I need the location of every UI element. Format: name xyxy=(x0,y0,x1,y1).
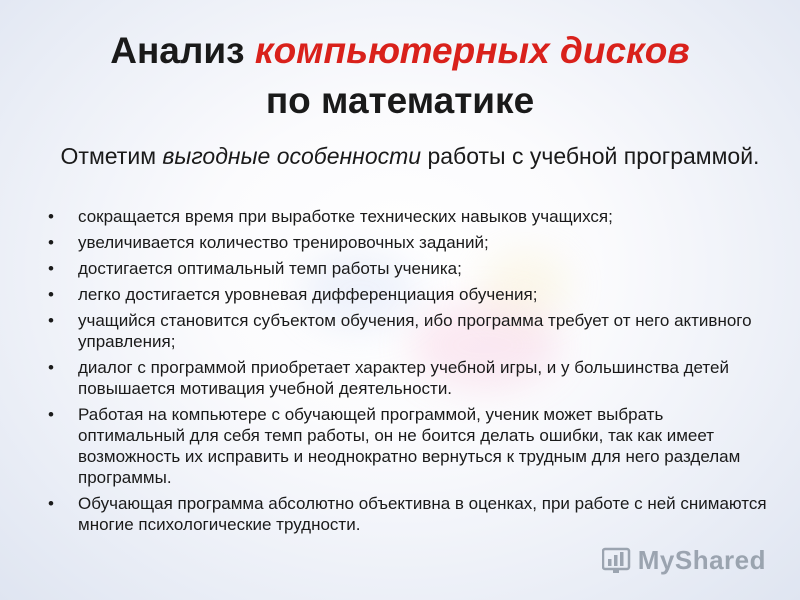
bullet-list xyxy=(48,206,768,540)
bullet-text: Обучающая программа абсолютно объективна в оценках, при работе с ней снимаются многие психологические трудности. xyxy=(78,494,767,534)
bullet-item xyxy=(48,284,768,305)
subtitle-suffix: работы с учебной программой. xyxy=(421,143,760,169)
bullet-text: легко достигается уровневая дифференциация обучения; xyxy=(78,285,538,304)
title-accent: компьютерных дисков xyxy=(254,30,690,71)
bullet-item xyxy=(48,404,768,488)
bullet-text: Работая на компьютере с обучающей программой, ученик может выбрать оптимальный для себя темп работы, он не боится делать ошибки, так как имеет возможность их исправить и неоднократно вернуться к трудным для него разделам программы. xyxy=(78,405,741,487)
slide-title xyxy=(0,26,800,126)
myshared-watermark xyxy=(602,545,766,576)
bullet-item xyxy=(48,310,768,352)
bullet-text: сокращается время при выработке технических навыков учащихся; xyxy=(78,207,613,226)
title-part1: Анализ xyxy=(110,30,255,71)
bullet-marker: • xyxy=(48,311,54,330)
bullet-text: учащийся становится субъектом обучения, ибо программа требует от него активного управления; xyxy=(78,311,752,351)
subtitle-emphasis: выгодные особенности xyxy=(162,143,422,169)
bullet-text: диалог с программой приобретает характер учебной игры, и у большинства детей повышается мотивация учебной деятельности. xyxy=(78,358,729,398)
title-line2: по математике xyxy=(265,80,535,121)
bullet-text: достигается оптимальный темп работы ученика; xyxy=(78,259,462,278)
bar-chart-icon xyxy=(602,547,632,575)
bullet-item xyxy=(48,493,768,535)
bullet-marker: • xyxy=(48,259,54,278)
bullet-marker: • xyxy=(48,233,54,252)
bullet-marker: • xyxy=(48,494,54,513)
bullet-item xyxy=(48,206,768,227)
bullet-text: увеличивается количество тренировочных заданий; xyxy=(78,233,489,252)
bullet-marker: • xyxy=(48,358,54,377)
subtitle-prefix: Отметим xyxy=(60,143,163,169)
slide-subtitle xyxy=(60,142,760,171)
bullet-marker: • xyxy=(48,405,54,424)
bullet-item xyxy=(48,258,768,279)
watermark-text: MyShared xyxy=(637,545,766,575)
bullet-item xyxy=(48,232,768,253)
bullet-item xyxy=(48,357,768,399)
bullet-marker: • xyxy=(48,285,54,304)
bullet-marker: • xyxy=(48,207,54,226)
